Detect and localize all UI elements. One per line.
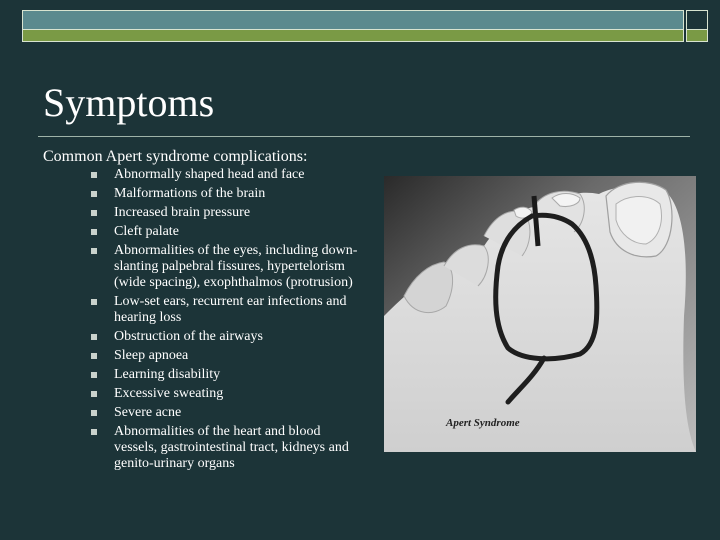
list-item [90, 348, 360, 364]
header-bar-green [22, 30, 684, 42]
intro-text: Common Apert syndrome complications: [43, 148, 308, 165]
list-item [90, 224, 360, 240]
foot-illustration [384, 176, 696, 452]
list-item-text: Abnormally shaped head and face [114, 167, 305, 182]
square-bullet-icon [91, 229, 97, 235]
list-item [90, 294, 360, 326]
title-divider [38, 136, 690, 137]
list-item-text: Severe acne [114, 405, 182, 420]
list-item [90, 167, 360, 183]
photo-caption: Apert Syndrome [446, 417, 520, 429]
list-item-text: Sleep apnoea [114, 348, 189, 363]
list-item [90, 367, 360, 383]
square-bullet-icon [91, 372, 97, 378]
list-item [90, 424, 360, 472]
square-bullet-icon [91, 334, 97, 340]
square-bullet-icon [91, 391, 97, 397]
slide-title: Symptoms [43, 80, 215, 125]
symptom-list [90, 167, 360, 475]
list-item-text: Learning disability [114, 367, 221, 382]
header-square-dark [686, 10, 708, 30]
decorative-header-bars [22, 10, 708, 42]
square-bullet-icon [91, 429, 97, 435]
list-item [90, 405, 360, 421]
list-item-text: Abnormalities of the eyes, including down-slanting palpebral fissures, hypertelorism (wide spacing), exophthalmos (protrusion) [114, 243, 358, 290]
square-bullet-icon [91, 191, 97, 197]
list-item [90, 186, 360, 202]
list-item [90, 386, 360, 402]
list-item-text: Excessive sweating [114, 386, 224, 401]
header-square-green [686, 30, 708, 42]
square-bullet-icon [91, 299, 97, 305]
list-item-text: Increased brain pressure [114, 205, 251, 220]
list-item-text: Malformations of the brain [114, 186, 266, 201]
apert-syndrome-foot-photo [384, 176, 696, 452]
list-item-text: Low-set ears, recurrent ear infections and hearing loss [114, 294, 347, 325]
square-bullet-icon [91, 210, 97, 216]
list-item [90, 243, 360, 291]
list-item [90, 205, 360, 221]
list-item-text: Obstruction of the airways [114, 329, 263, 344]
list-item-text: Abnormalities of the heart and blood vessels, gastrointestinal tract, kidneys and genito-urinary organs [114, 424, 349, 471]
square-bullet-icon [91, 248, 97, 254]
square-bullet-icon [91, 353, 97, 359]
square-bullet-icon [91, 410, 97, 416]
header-bar-teal [22, 10, 684, 30]
square-bullet-icon [91, 172, 97, 178]
list-item-text: Cleft palate [114, 224, 179, 239]
list-item [90, 329, 360, 345]
